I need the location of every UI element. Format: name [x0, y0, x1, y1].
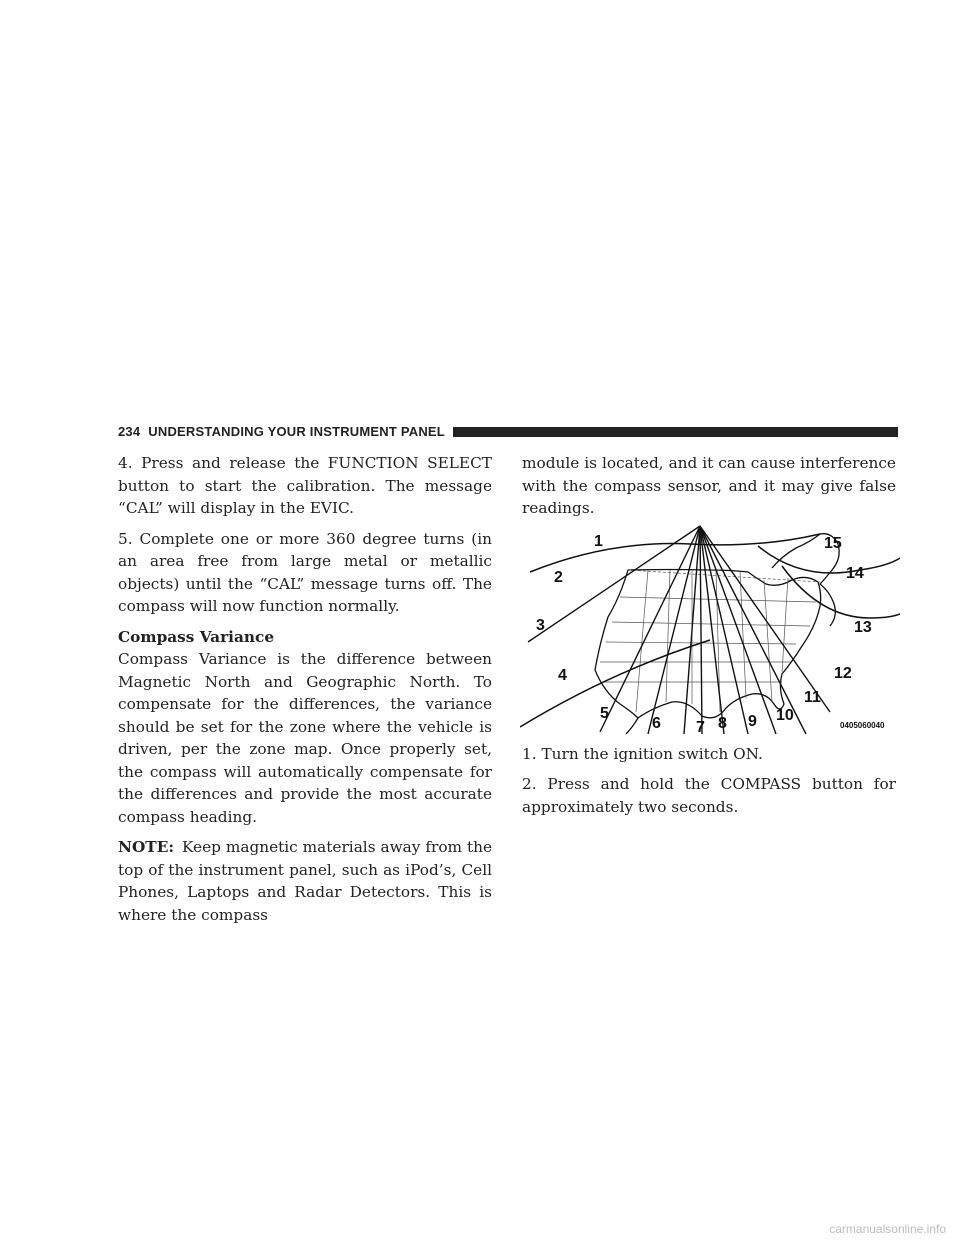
zone-map-svg [520, 522, 900, 737]
zone-label-9: 9 [748, 712, 757, 730]
section-title: UNDERSTANDING YOUR INSTRUMENT PANEL [148, 423, 445, 439]
note-label: NOTE: [118, 838, 174, 856]
zone-label-5: 5 [600, 704, 609, 722]
zone-label-11: 11 [804, 688, 821, 706]
step-2-text: 2. Press and hold the COMPASS button for approximately two seconds. [522, 775, 896, 816]
zone-label-8: 8 [718, 714, 727, 732]
note-paragraph [118, 836, 492, 926]
step-4-text: 4. Press and release the FUNCTION SELECT button to start the calibration. The message “CAL” will display in the EVIC. [118, 454, 492, 517]
zone-map-figure [520, 522, 900, 737]
zone-label-6: 6 [652, 714, 661, 732]
zone-label-3: 3 [536, 616, 545, 634]
variance-paragraph: Compass Variance is the difference between Magnetic North and Geographic North. To compensate for the differences, the variance should be set for the zone where the vehicle is driven, per the zone map. Once properly set, the compass will automatically compensate for the differences and provide the most accurate compass heading. [118, 650, 492, 826]
header-rule [453, 427, 898, 437]
zone-label-12: 12 [834, 664, 852, 682]
continuation-text: module is located, and it can cause interference with the compass sensor, and it may give false readings. [522, 454, 896, 517]
step-5-text: 5. Complete one or more 360 degree turns (in an area free from large metal or metallic objects) until the “CAL” message turns off. The compass will now function normally. [118, 529, 492, 615]
state-lines [600, 570, 820, 712]
compass-variance-heading: Compass Variance [118, 627, 275, 646]
zone-label-1: 1 [594, 532, 603, 550]
watermark: carmanualsonline.info [829, 1222, 946, 1236]
zone-label-4: 4 [558, 666, 567, 684]
figure-id: 0405060040 [840, 720, 885, 730]
zone-label-15: 15 [824, 534, 842, 552]
left-column [118, 452, 492, 926]
right-column [522, 452, 896, 818]
zone-label-10: 10 [776, 706, 794, 724]
note-text: Keep magnetic materials away from the top of the instrument panel, such as iPod’s, Cell Phones, Laptops and Radar Detectors. This is where the compass [118, 838, 492, 924]
zone-label-2: 2 [554, 568, 563, 586]
zone-label-14: 14 [846, 564, 864, 582]
us-outline [595, 533, 839, 733]
zone-boundary-arcs [520, 534, 900, 727]
zone-label-13: 13 [854, 618, 872, 636]
page-header [118, 420, 898, 442]
page-number: 234 [118, 423, 141, 439]
zone-label-7: 7 [696, 718, 705, 736]
step-1-text: 1. Turn the ignition switch ON. [522, 744, 763, 763]
